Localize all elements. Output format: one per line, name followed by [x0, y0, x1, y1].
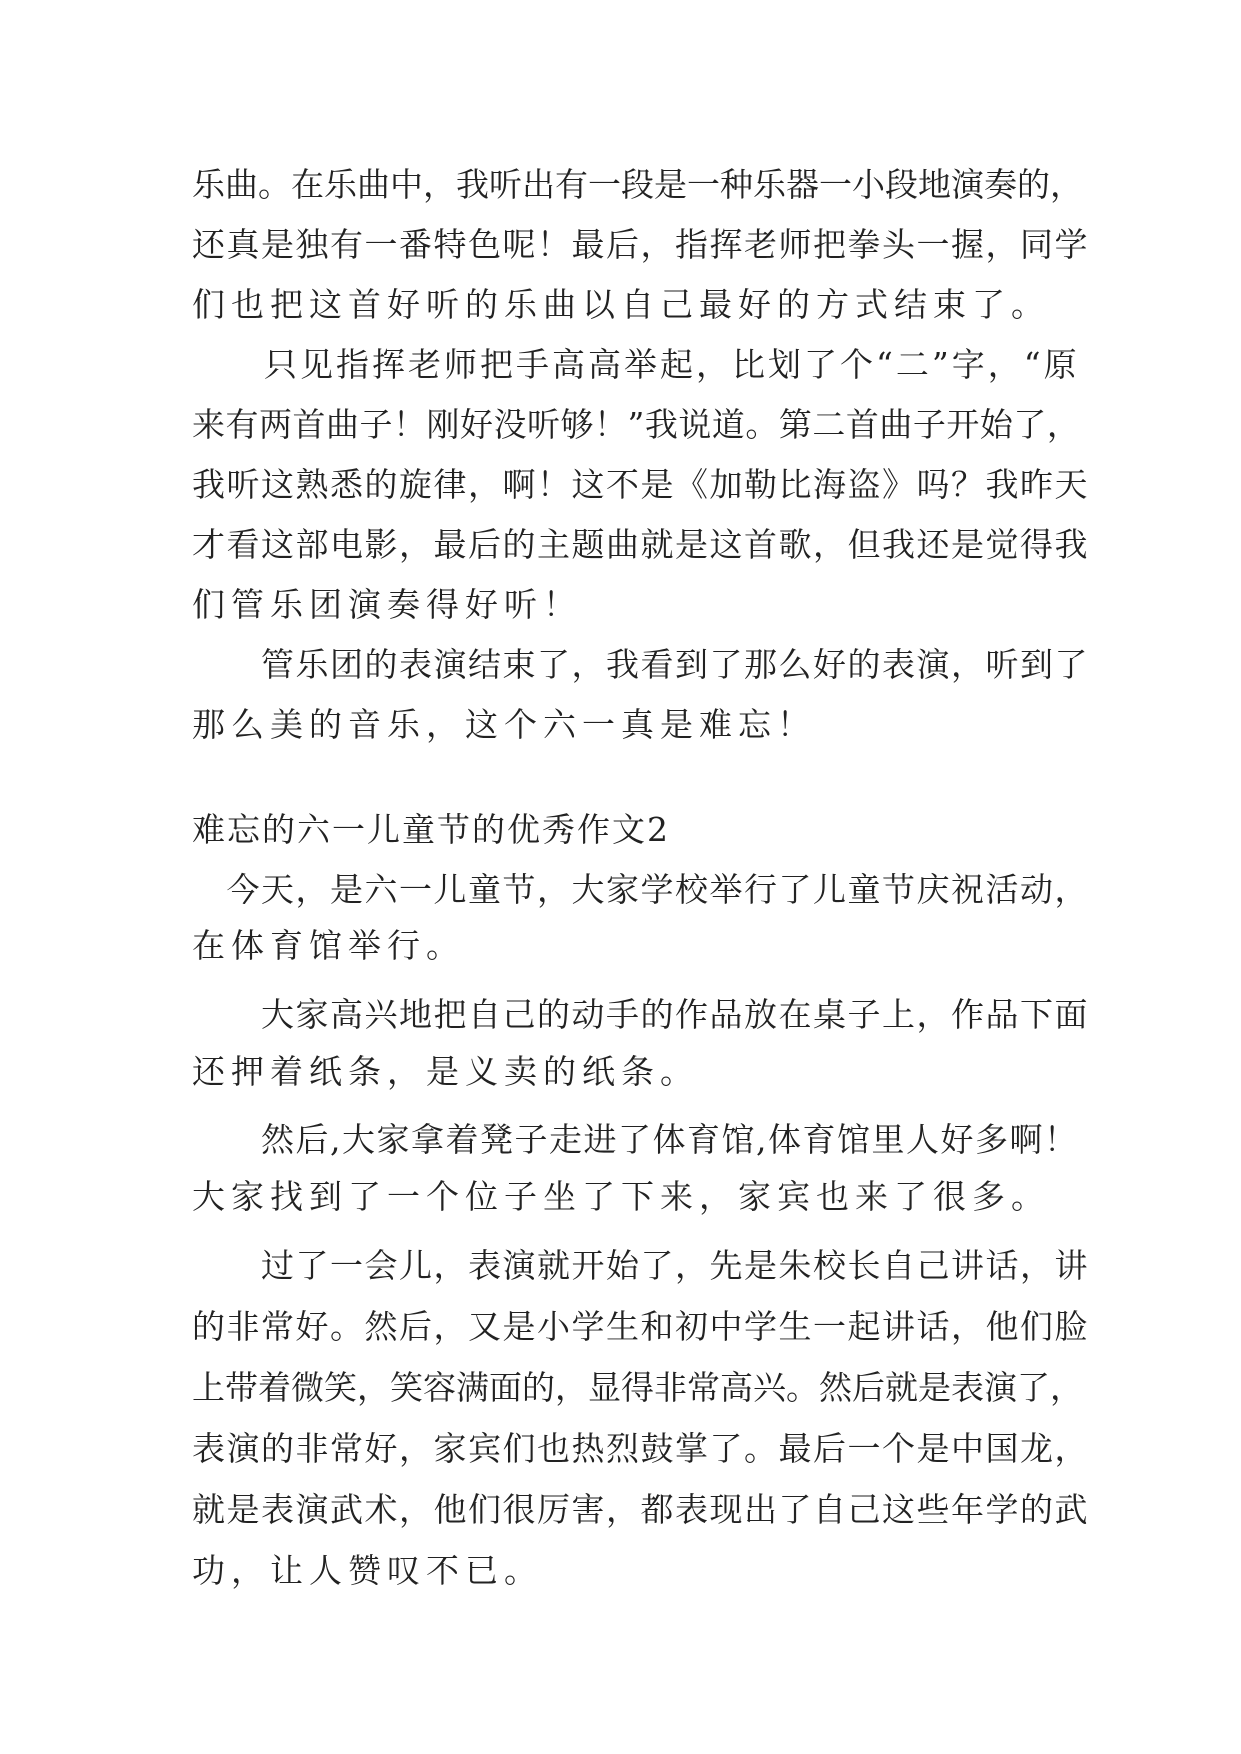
text-line: 大家高兴地把自己的动手的作品放在桌子上，作品下面 — [192, 995, 1089, 1034]
text-line: 还真是独有一番特色呢！最后，指挥老师把拳头一握，同学 — [192, 225, 1089, 264]
text-line: 然后,大家拿着凳子走进了体育馆,体育馆里人好多啊！ — [192, 1120, 1079, 1159]
text-line: 只见指挥老师把手高高举起，比划了个“二”字，“原 — [192, 345, 1080, 384]
text-line: 今天，是六一儿童节，大家学校举行了儿童节庆祝活动， — [192, 870, 1089, 909]
text-line: 才看这部电影，最后的主题曲就是这首歌，但我还是觉得我 — [192, 525, 1089, 564]
text-line: 管乐团的表演结束了，我看到了那么好的表演，听到了 — [192, 645, 1089, 684]
text-line: 大家找到了一个位子坐了下来，家宾也来了很多。 — [192, 1177, 1050, 1216]
text-line: 乐曲。在乐曲中，我听出有一段是一种乐器一小段地演奏的， — [192, 165, 1083, 204]
text-line: 功，让人赞叹不已。 — [192, 1551, 543, 1590]
text-line: 就是表演武术，他们很厉害，都表现出了自己这些年学的武 — [192, 1490, 1089, 1529]
section-title: 难忘的六一儿童节的优秀作文2 — [192, 810, 670, 849]
text-line: 我听这熟悉的旋律，啊！这不是《加勒比海盗》吗？我昨天 — [192, 465, 1089, 504]
text-line: 还押着纸条，是义卖的纸条。 — [192, 1052, 699, 1091]
text-line: 的非常好。然后，又是小学生和初中学生一起讲话，他们脸 — [192, 1307, 1089, 1346]
text-line: 表演的非常好，家宾们也热烈鼓掌了。最后一个是中国龙， — [192, 1429, 1089, 1468]
text-line: 在体育馆举行。 — [192, 926, 465, 965]
text-line: 们管乐团演奏得好听！ — [192, 585, 582, 624]
text-line: 们也把这首好听的乐曲以自己最好的方式结束了。 — [192, 285, 1050, 324]
text-line: 过了一会儿，表演就开始了，先是朱校长自己讲话，讲 — [192, 1246, 1089, 1285]
text-line: 上带着微笑，笑容满面的，显得非常高兴。然后就是表演了， — [192, 1368, 1083, 1407]
text-line: 来有两首曲子！刚好没听够！”我说道。第二首曲子开始了， — [192, 405, 1081, 444]
text-line: 那么美的音乐，这个六一真是难忘！ — [192, 705, 816, 744]
